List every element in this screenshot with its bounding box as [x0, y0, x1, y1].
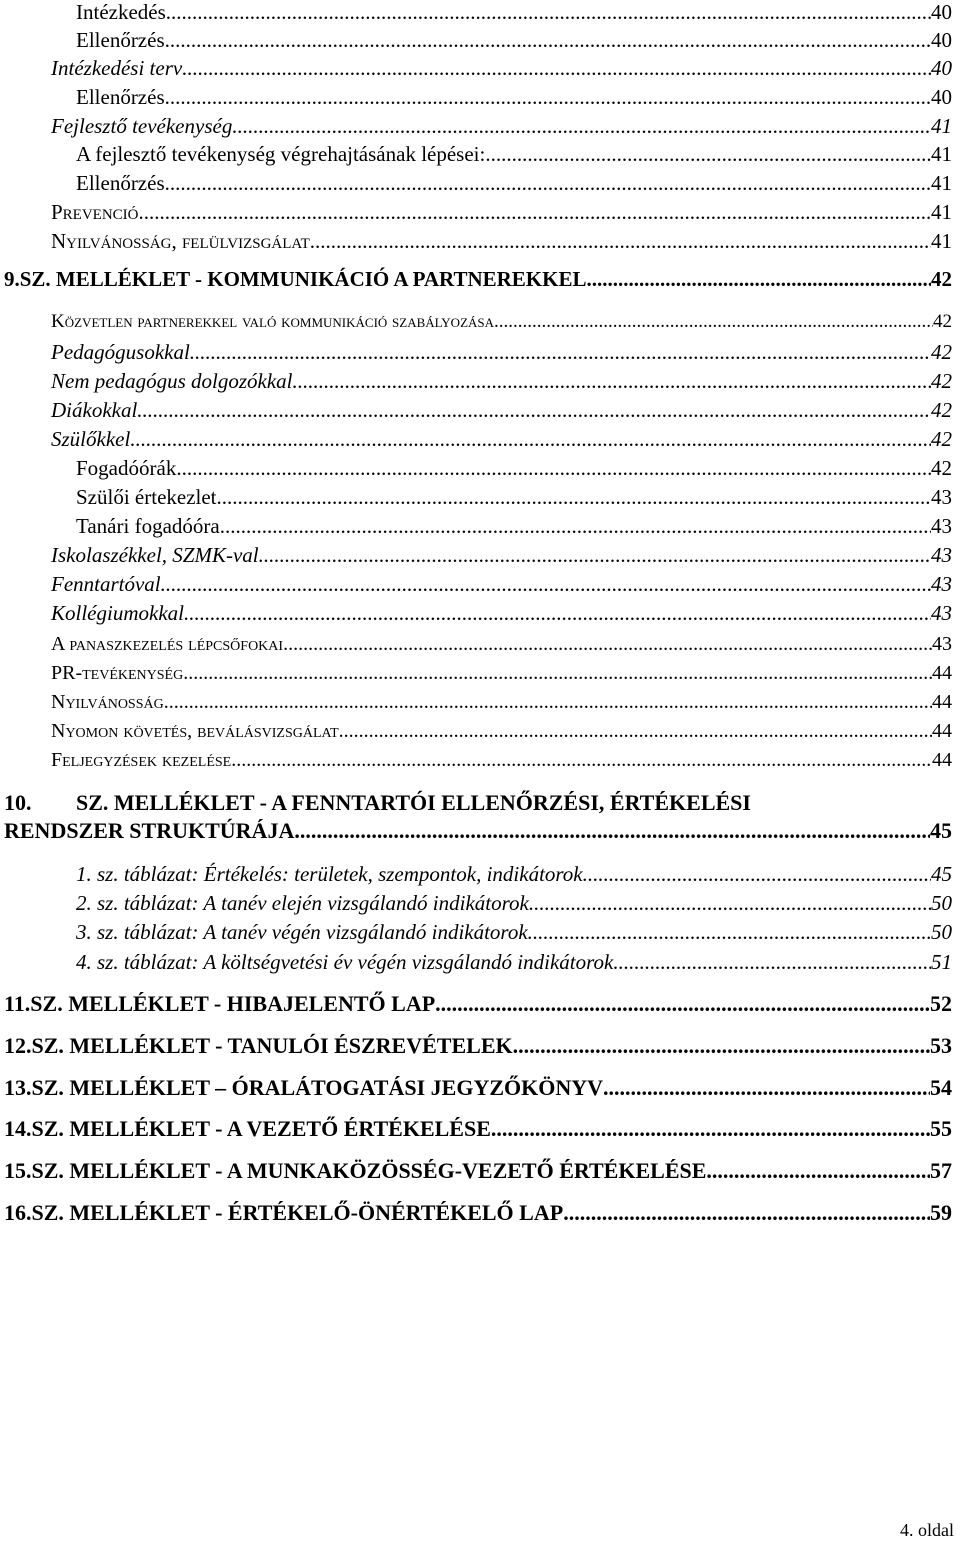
toc-leader-dots: [217, 485, 931, 510]
toc-leader-dots: [190, 340, 931, 365]
toc-leader-dots: [259, 543, 931, 568]
toc-entry-title: Fejlesztő tevékenység: [51, 114, 233, 138]
toc-entry-title: 4. sz. táblázat: A költségvetési év végén vizsgálandó indikátorok: [76, 950, 614, 974]
toc-entry-title: Szülőkkel: [51, 427, 131, 451]
toc-entry-title: SZ. MELLÉKLET - HIBAJELENTŐ LAP: [30, 991, 436, 1016]
toc-entry-page: 40: [931, 0, 952, 24]
toc-entry-page: 45: [931, 862, 952, 886]
toc-entry-page: 42: [931, 398, 952, 422]
toc-entry: [76, 456, 952, 481]
toc-leader-dots: [182, 56, 931, 81]
toc-leader-dots: [485, 142, 931, 167]
toc-leader-dots: [130, 427, 931, 452]
toc-entry-title: Iskolaszékkel, SZMK-val: [51, 543, 259, 567]
toc-leader-dots: [494, 311, 933, 333]
toc-entry: [76, 862, 952, 887]
toc-entry: [51, 311, 952, 333]
toc-entry-page: 57: [930, 1158, 952, 1183]
toc-leader-dots: [164, 691, 932, 714]
toc-entry-title: Szülői értekezlet: [76, 485, 217, 509]
toc-entry-title: Ellenőrzés: [76, 28, 165, 52]
toc-leader-dots: [586, 267, 931, 292]
toc-entry-title: Diákokkal: [51, 398, 138, 422]
toc-leader-dots: [139, 200, 931, 225]
toc-entry-title: Közvetlen partnerekkel való kommunikáció szabályozása: [51, 311, 495, 332]
toc-leader-dots: [137, 398, 931, 423]
toc-leader-dots: [232, 114, 931, 139]
toc-chapter-number: 10.: [4, 790, 32, 815]
toc-entry-page: 50: [931, 891, 952, 915]
toc-entry: [76, 0, 952, 25]
toc-entry: [51, 56, 952, 81]
toc-entry-page: 42: [931, 340, 952, 364]
toc-entry-page: 42: [931, 267, 952, 291]
toc-leader-dots: [435, 991, 930, 1017]
toc-chapter-entry: [4, 1075, 952, 1101]
toc-entry-title: A panaszkezelés lépcsőfokai: [51, 633, 284, 655]
toc-entry-page: 59: [930, 1200, 952, 1225]
toc-entry-page: 51: [931, 950, 952, 974]
toc-entry-page: 43: [931, 514, 952, 538]
toc-leader-dots: [706, 1158, 930, 1184]
toc-leader-dots: [491, 1116, 930, 1142]
toc-entry-title: 3. sz. táblázat: A tanév végén vizsgálandó indikátorok: [76, 920, 528, 944]
toc-entry-page: 41: [931, 229, 952, 253]
toc-entry-page: 42: [931, 369, 952, 393]
toc-entry: [76, 950, 952, 975]
toc-entry: [51, 340, 952, 365]
toc-entry: [76, 891, 952, 916]
toc-entry-page: 41: [931, 171, 952, 195]
toc-entry-title: Tanári fogadóóra: [76, 514, 220, 538]
toc-entry: [51, 572, 952, 597]
toc-chapter-number: 13.: [4, 1075, 32, 1100]
toc-leader-dots: [310, 229, 931, 254]
toc-entry-page: 41: [931, 114, 952, 138]
toc-entry-title: Nyilvánosság: [51, 691, 164, 713]
toc-entry-title: Prevenció: [51, 200, 139, 224]
toc-entry: [51, 662, 952, 685]
toc-entry: [51, 633, 952, 656]
toc-entry-title: Fenntartóval: [51, 572, 161, 596]
toc-leader-dots: [513, 1033, 930, 1059]
toc-entry-title: SZ. MELLÉKLET - A MUNKAKÖZÖSSÉG-VEZETŐ ÉRTÉKELÉSE: [31, 1158, 707, 1183]
toc-leader-dots: [165, 85, 931, 110]
toc-leader-dots: [170, 171, 931, 196]
toc-leader-dots: [165, 28, 931, 53]
toc-entry-title: SZ. MELLÉKLET - TANULÓI ÉSZREVÉTELEK: [31, 1033, 513, 1058]
toc-entry: [51, 200, 952, 225]
toc-entry-page: 40: [931, 85, 952, 109]
toc-entry-page: 40: [931, 56, 952, 80]
toc-chapter-entry: [4, 991, 952, 1017]
toc-entry-page: 43: [931, 572, 952, 596]
toc-entry-title: PR-tevékenység: [51, 662, 184, 684]
toc-leader-dots: [528, 920, 931, 945]
toc-entry-title: Ellenőrzés: [76, 85, 165, 109]
toc-entry: [76, 85, 952, 110]
toc-entry-title: 1. sz. táblázat: Értékelés: területek, szempontok, indikátorok: [76, 862, 583, 886]
toc-chapter-entry: [4, 1116, 952, 1142]
toc-entry-title: SZ. MELLÉKLET - A FENNTARTÓI ELLENŐRZÉSI, ÉRTÉKELÉSI: [76, 790, 751, 815]
toc-entry: [76, 28, 952, 53]
toc-leader-dots: [183, 662, 932, 685]
toc-leader-dots: [603, 1075, 930, 1101]
toc-entry: [51, 369, 952, 394]
toc-entry-page: 44: [932, 749, 952, 771]
toc-entry-title: Intézkedési terv: [51, 56, 183, 80]
toc-entry-page: 40: [931, 28, 952, 52]
toc-entry-title: Nem pedagógus dolgozókkal: [51, 369, 293, 393]
toc-entry: [51, 749, 952, 772]
toc-entry: [51, 720, 952, 743]
toc-leader-dots: [292, 369, 931, 394]
toc-entry-title: Nyomon követés, beválásvizsgálat: [51, 720, 339, 742]
toc-leader-dots: [529, 891, 931, 916]
toc-entry: [76, 142, 952, 167]
toc-entry-title: Ellenőrzés.: [76, 171, 170, 195]
toc-entry-title-continued: RENDSZER STRUKTÚRÁJA: [4, 818, 295, 843]
toc-entry-page: 41: [931, 142, 952, 166]
toc-entry-title: SZ. MELLÉKLET - KOMMUNIKÁCIÓ A PARTNEREKKEL: [19, 267, 587, 291]
toc-leader-dots: [220, 514, 931, 539]
toc-entry-page: 55: [930, 1116, 952, 1141]
toc-entry-title: Pedagógusokkal: [51, 340, 190, 364]
toc-leader-dots: [563, 1200, 930, 1226]
toc-entry-page: 54: [930, 1075, 952, 1100]
toc-leader-dots: [161, 572, 931, 597]
toc-chapter-number: 11.: [4, 991, 31, 1016]
toc-entry-page: 42: [931, 427, 952, 451]
toc-entry-page: 52: [930, 991, 952, 1016]
toc-entry: [76, 485, 952, 510]
toc-entry-page: 43: [931, 485, 952, 509]
toc-entry: [51, 427, 952, 452]
toc-chapter-number: 15.: [4, 1158, 32, 1183]
toc-entry-title: SZ. MELLÉKLET - ÉRTÉKELŐ-ÖNÉRTÉKELŐ LAP: [31, 1200, 564, 1225]
toc-entry: [51, 543, 952, 568]
toc-entry-title: Feljegyzések kezelése: [51, 749, 232, 771]
toc-leader-dots: [283, 633, 932, 656]
toc-entry-page: 50: [931, 920, 952, 944]
toc-entry-page: 42: [931, 456, 952, 480]
toc-entry: [51, 114, 952, 139]
toc-entry: [76, 514, 952, 539]
toc-entry-page: 53: [930, 1033, 952, 1058]
toc-entry-title: Nyilvánosság, felülvizsgálat: [51, 229, 310, 253]
toc-entry-title: Fogadóórák: [76, 456, 177, 480]
toc-entry: [76, 920, 952, 945]
toc-entry-title: 2. sz. táblázat: A tanév elején vizsgálandó indikátorok: [76, 891, 529, 915]
toc-chapter-entry: [4, 790, 952, 844]
toc-leader-dots: [583, 862, 931, 887]
toc-leader-dots: [166, 0, 931, 25]
toc-entry: [51, 601, 952, 626]
toc-leader-dots: [339, 720, 932, 743]
toc-entry-title: SZ. MELLÉKLET – ÓRALÁTOGATÁSI JEGYZŐKÖNYV: [31, 1075, 604, 1100]
toc-entry-page: 43: [932, 633, 952, 655]
toc-entry-page: 41: [931, 200, 952, 224]
toc-leader-dots: [613, 950, 931, 975]
toc-entry: [51, 691, 952, 714]
toc-entry-page: 44: [932, 720, 952, 742]
toc-chapter-entry: [4, 267, 952, 292]
toc-entry-title: Intézkedés: [76, 0, 166, 24]
toc-entry-title: A fejlesztő tevékenység végrehajtásának lépései:: [76, 142, 486, 166]
toc-entry: [51, 229, 952, 254]
toc-entry: [51, 398, 952, 423]
toc-chapter-entry: [4, 1158, 952, 1184]
page-number-footer: 4. oldal: [900, 1520, 954, 1540]
toc-entry-page: 45: [930, 818, 952, 843]
toc-chapter-number: 16.: [4, 1200, 32, 1225]
toc-leader-dots: [231, 749, 932, 772]
toc-entry: [76, 171, 952, 196]
toc-entry-page: 44: [932, 691, 952, 713]
toc-chapter-entry: [4, 1033, 952, 1059]
toc-leader-dots: [184, 601, 931, 626]
toc-entry-title: Kollégiumokkal: [51, 601, 184, 625]
toc-entry-page: 43: [931, 601, 952, 625]
toc-leader-dots: [294, 818, 930, 844]
toc-chapter-number: 14.: [4, 1116, 32, 1141]
toc-chapter-number: 12.: [4, 1033, 32, 1058]
toc-entry-page: 44: [932, 662, 952, 684]
toc-chapter-entry: [4, 1200, 952, 1226]
toc-entry-page: 43: [931, 543, 952, 567]
toc-entry-page: 42: [933, 311, 952, 332]
toc-leader-dots: [176, 456, 931, 481]
toc-chapter-number: 9.: [4, 267, 20, 291]
toc-entry-title: SZ. MELLÉKLET - A VEZETŐ ÉRTÉKELÉSE: [31, 1116, 491, 1141]
